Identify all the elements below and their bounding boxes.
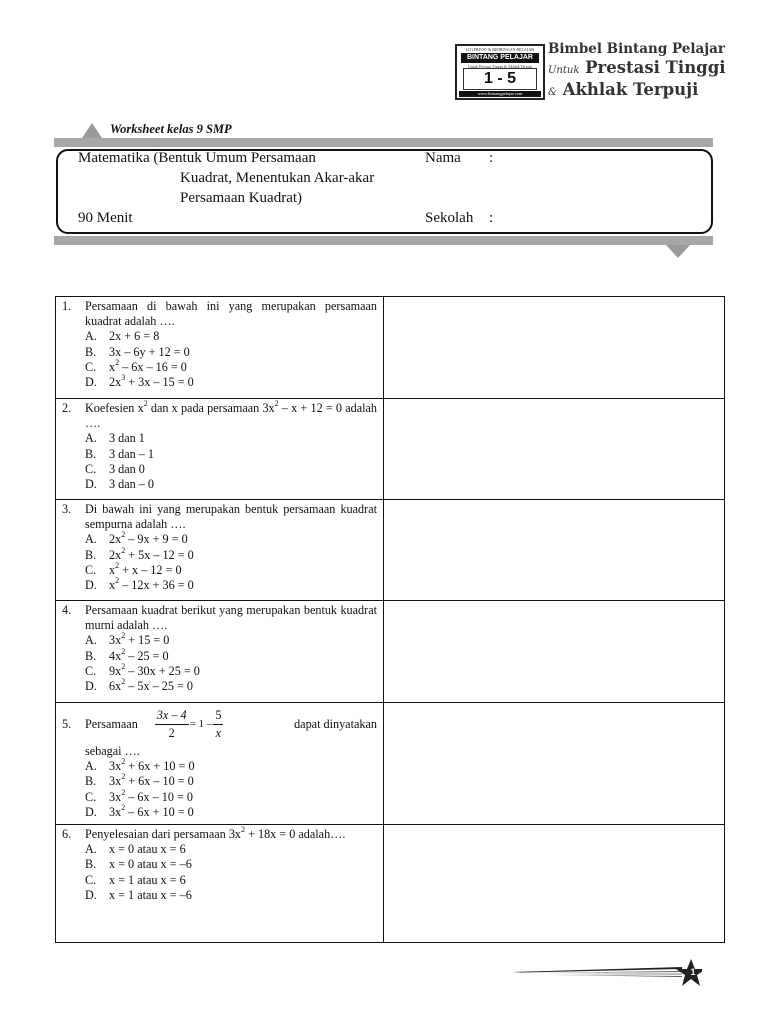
option: [62, 545, 377, 563]
option: [62, 787, 377, 805]
option: [62, 857, 377, 872]
fraction: $\frac{3x - 4}{2}$: [156, 708, 187, 740]
option: [62, 357, 377, 375]
option: [62, 774, 377, 789]
option-letter: A.: [85, 329, 97, 344]
option: [62, 873, 377, 888]
question-cell: [56, 297, 384, 399]
option: [62, 375, 377, 390]
option-letter: C.: [85, 359, 97, 374]
option-letter: C.: [85, 872, 97, 887]
question-cell: [56, 825, 384, 943]
logo-top-text: (21) PRIVAT & BIMBINGAN BELAJAR: [466, 47, 534, 52]
brand-line-2: [548, 58, 726, 80]
option: [62, 447, 377, 462]
option-text: 3 dan 1: [109, 431, 145, 446]
question-text: Koefesien $x^2$ dan x pada persamaan $3x^2 - x + 12 = 0$ adalah ….: [85, 399, 378, 431]
header-bar-top: [54, 138, 713, 147]
option-letter: B.: [85, 857, 97, 872]
option-letter: D.: [85, 887, 97, 902]
option-letter: A.: [85, 759, 97, 774]
option-letter: D.: [85, 578, 97, 593]
brand-line-1: Bimbel Bintang Pelajar: [548, 41, 725, 57]
question-text: Persamaan di bawah ini yang merupakan persamaan kuadrat adalah ….: [85, 299, 377, 329]
option: [62, 842, 377, 857]
name-colon: :: [489, 150, 494, 166]
question-row: [56, 601, 725, 703]
option-text: $x^2 - 12x + 36 = 0$: [109, 576, 194, 593]
bar-notch-decoration: [666, 245, 690, 258]
option: [62, 646, 377, 664]
option: [62, 329, 377, 344]
option-letter: C.: [85, 562, 97, 577]
option-letter: A.: [85, 431, 97, 446]
brand-line-3-text: Akhlak Terpuji: [562, 80, 699, 99]
question-number: 5.: [62, 716, 72, 731]
option-text: x = 1 atau x = –6: [109, 887, 192, 902]
logo-url-text: www.bintangpelajar.com: [459, 91, 541, 97]
duration: 90 Menit: [78, 210, 133, 226]
question-number: 6.: [62, 827, 72, 842]
answer-cell[interactable]: [384, 399, 725, 500]
option-text: $2x^2 + 5x - 12 = 0$: [109, 545, 194, 562]
option-letter: C.: [85, 663, 97, 678]
footer-decoration: [512, 958, 702, 988]
questions-table: [55, 296, 725, 943]
question-text: Penyelesaian dari persamaan $3x^2 + 18x = 0$ adalah….: [85, 825, 346, 842]
option-letter: B.: [85, 648, 97, 663]
option-letter: C.: [85, 461, 97, 476]
question-text-cont: dapat dinyatakan: [294, 716, 377, 731]
answer-cell[interactable]: [384, 297, 725, 399]
option-letter: C.: [85, 789, 97, 804]
option-text: 3 dan – 0: [109, 477, 155, 492]
option-text: $x^2 + x - 12 = 0$: [109, 560, 182, 577]
option-text: $x^2 - 6x - 16 = 0$: [109, 357, 187, 374]
school-colon: :: [489, 210, 494, 226]
option: [62, 345, 377, 360]
option: [62, 802, 377, 820]
page-number: 1: [690, 967, 696, 977]
option-text: $3x^2 + 6x - 10 = 0$: [109, 772, 194, 789]
question-row: [56, 825, 725, 943]
brand-line-2-text: Prestasi Tinggi: [585, 58, 726, 77]
question-row: [56, 399, 725, 500]
option-text: x = 0 atau x = 6: [109, 842, 186, 857]
question-cell: [56, 399, 384, 500]
option-letter: D.: [85, 679, 97, 694]
answer-cell[interactable]: [384, 500, 725, 601]
option-text: $3x^2 - 6x + 10 = 0$: [109, 802, 194, 819]
brand-line-3: [548, 80, 726, 102]
header-bar-bottom: [54, 236, 713, 245]
option-text: $4x^2 - 25 = 0$: [109, 646, 169, 663]
question-row: [56, 703, 725, 825]
option-letter: A.: [85, 842, 97, 857]
question-text: Persamaan kuadrat berikut yang merupakan bentuk kuadrat murni adalah ….: [85, 603, 377, 633]
option-letter: B.: [85, 344, 97, 359]
fraction: $\frac{5}{x}$: [215, 708, 222, 740]
option: [62, 578, 377, 593]
option-text: 3x – 6y + 12 = 0: [109, 344, 190, 359]
subject-line-3: Persamaan Kuadrat): [180, 190, 303, 206]
option: [62, 888, 377, 903]
question-text: Persamaan: [85, 716, 138, 731]
option: [62, 532, 377, 547]
option: [62, 462, 377, 477]
option-text: 3 dan – 1: [109, 446, 155, 461]
name-label: Nama: [425, 150, 461, 166]
question-number: 4.: [62, 603, 72, 617]
option-text: $2x^3 + 3x - 15 = 0$: [109, 373, 194, 390]
option-letter: D.: [85, 375, 97, 390]
brand-line-3-prefix: &: [548, 87, 557, 98]
option-letter: B.: [85, 446, 97, 461]
option-text: $3x^2 + 15 = 0$: [109, 631, 170, 648]
option: [62, 431, 377, 446]
question-cell: [56, 500, 384, 601]
option-text: $3x^2 - 6x - 10 = 0$: [109, 787, 193, 804]
question-row: [56, 297, 725, 399]
subject-line-1: Matematika (Bentuk Umum Persamaan: [78, 150, 316, 166]
logo-bar-text: BINTANG PELAJAR: [461, 53, 539, 63]
option-letter: A.: [85, 532, 97, 547]
question-text: Di bawah ini yang merupakan bentuk persamaan kuadrat sempurna adalah ….: [85, 502, 377, 532]
option: [62, 759, 377, 774]
option: [62, 477, 377, 492]
option-text: x = 0 atau x = –6: [109, 857, 192, 872]
option: [62, 633, 377, 648]
option-letter: D.: [85, 477, 97, 492]
tab-decoration: [82, 123, 102, 138]
option-text: 3 dan 0: [109, 461, 145, 476]
logo: [455, 44, 545, 100]
option-text: $9x^2 - 30x + 25 = 0$: [109, 661, 200, 678]
brand-block: [548, 41, 726, 102]
question-number: 3.: [62, 502, 72, 516]
question-cell: [56, 703, 384, 825]
option-text: $6x^2 - 5x - 25 = 0$: [109, 677, 193, 694]
option-text: $3x^2 + 6x + 10 = 0$: [109, 757, 195, 774]
answer-cell[interactable]: [384, 601, 725, 703]
logo-sub-text: Untuk Prestasi Tinggi & Akhlak Terpuji: [468, 64, 532, 69]
option-letter: B.: [85, 774, 97, 789]
answer-cell[interactable]: [384, 825, 725, 943]
question-number: 1.: [62, 299, 72, 313]
option: [62, 661, 377, 679]
option: [62, 679, 377, 694]
worksheet-label: Worksheet kelas 9 SMP: [110, 122, 232, 136]
subject-line-2: Kuadrat, Menentukan Akar-akar: [180, 170, 375, 186]
option-text: $2x^2 - 9x + 9 = 0$: [109, 530, 188, 547]
option-letter: B.: [85, 547, 97, 562]
brand-line-2-prefix: Untuk: [548, 65, 580, 76]
option-text: 2x + 6 = 8: [109, 329, 160, 344]
option: [62, 560, 377, 578]
school-label: Sekolah: [425, 210, 474, 226]
equation-middle: = 1 –: [189, 717, 213, 730]
question-row: [56, 500, 725, 601]
option-letter: A.: [85, 633, 97, 648]
question-number: 2.: [62, 401, 72, 415]
option-text: x = 1 atau x = 6: [109, 872, 186, 887]
option-letter: D.: [85, 804, 97, 819]
logo-big-text: 1 - 5: [463, 68, 537, 90]
answer-cell[interactable]: [384, 703, 725, 825]
question-text-cont2: sebagai ….: [85, 744, 140, 758]
question-cell: [56, 601, 384, 703]
